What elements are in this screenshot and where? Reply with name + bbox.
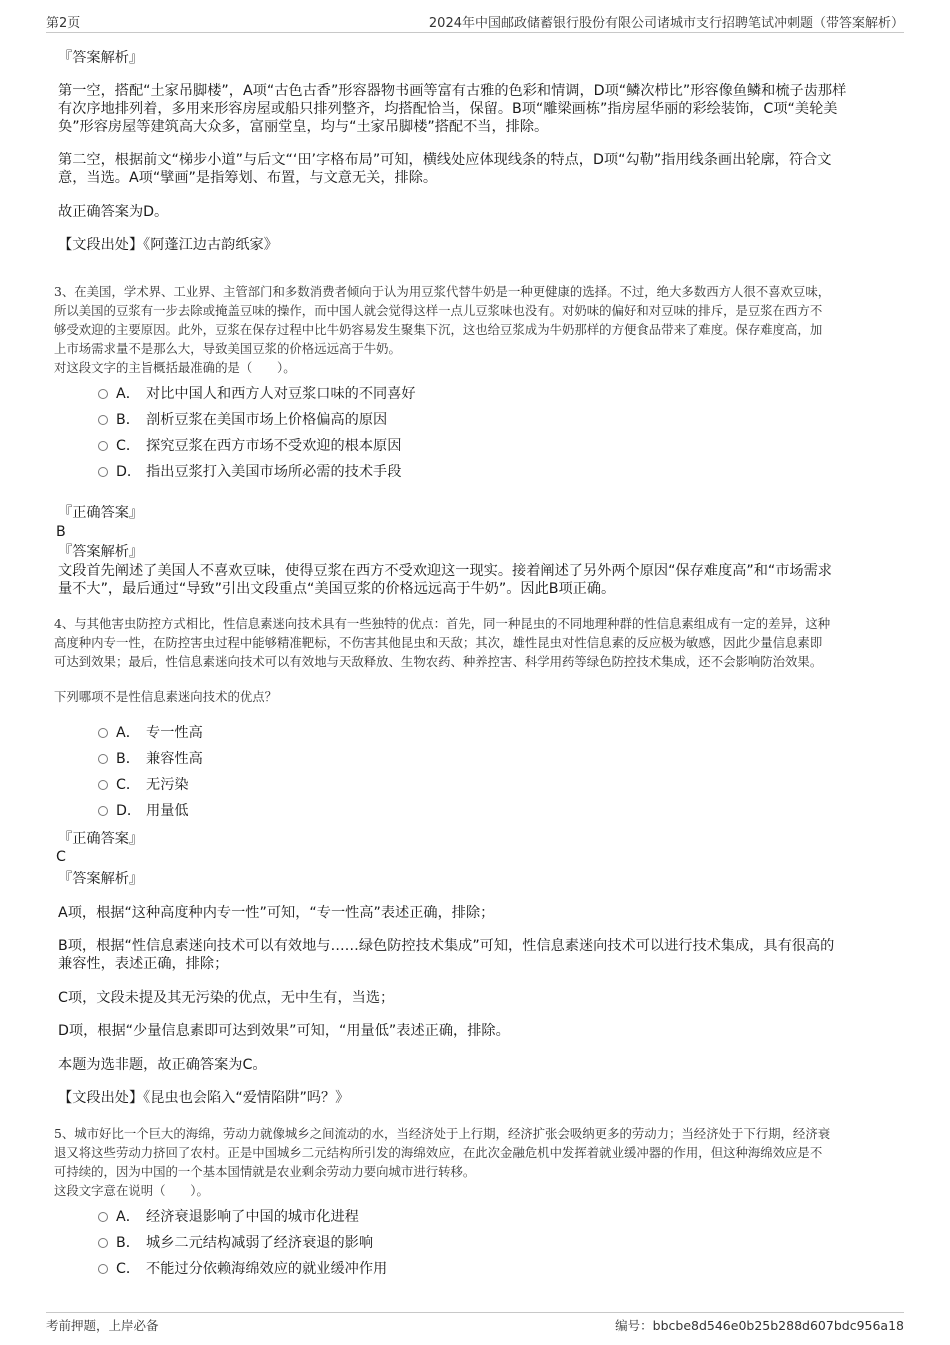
q3-option-c[interactable]: C． 探究豆浆在西方市场不受欢迎的根本原因 <box>98 437 401 455</box>
radio-icon[interactable] <box>98 441 108 451</box>
q4-analysis-heading: 『答案解析』 <box>58 871 144 887</box>
page-number: 第2页 <box>46 16 81 31</box>
q4-option-a[interactable]: A． 专一性高 <box>98 724 203 742</box>
q5-option-c[interactable]: C． 不能过分依赖海绵效应的就业缓冲作用 <box>98 1260 387 1278</box>
radio-icon[interactable] <box>98 1264 108 1274</box>
q2-analysis-p2-line1: 第二空，根据前文“梯步小道”与后文“‘田’字格布局”可知，横线处应体现线条的特点，D项“勾勒”指用线条画出轮廓，符合文 <box>58 152 832 168</box>
q5-option-a[interactable]: A． 经济衰退影响了中国的城市化进程 <box>98 1208 359 1226</box>
q2-analysis-heading: 『答案解析』 <box>58 50 144 66</box>
q3-answer: B <box>56 524 66 540</box>
q4-option-d[interactable]: D． 用量低 <box>98 802 189 820</box>
q3-analysis-heading: 『答案解析』 <box>58 544 144 560</box>
q3-option-b[interactable]: B． 剖析豆浆在美国市场上价格偏高的原因 <box>98 411 387 429</box>
q2-conclusion: 故正确答案为D。 <box>58 204 169 220</box>
q4-correct-heading: 『正确答案』 <box>58 831 144 847</box>
q4-analysis-b-line2: 兼容性，表述正确，排除； <box>58 956 229 972</box>
footer-slogan: 考前押题，上岸必备 <box>46 1318 159 1333</box>
radio-icon[interactable] <box>98 1238 108 1248</box>
q3-stem-line2: 所以美国的豆浆有一步去除或掩盖豆味的操作，而中国人就会觉得这样一点儿豆浆味也没有。对奶味的偏好和对豆味的排斥，是豆浆在西方不 <box>54 303 823 318</box>
q4-source: 【文段出处】《昆虫也会陷入“爱情陷阱”吗？》 <box>58 1090 350 1106</box>
q5-option-b[interactable]: B． 城乡二元结构减弱了经济衰退的影响 <box>98 1234 373 1252</box>
q2-analysis-p2-line2: 意，当选。A项“擘画”是指筹划、布置，与文意无关，排除。 <box>58 170 438 186</box>
q3-stem-line3: 够受欢迎的主要原因。此外，豆浆在保存过程中比牛奶容易发生聚集下沉，这也给豆浆成为牛奶那样的方便食品带来了难度。保存难度高，加 <box>54 322 823 337</box>
q4-option-c[interactable]: C． 无污染 <box>98 776 189 794</box>
q5-prompt: 这段文字意在说明（ ）。 <box>54 1183 209 1198</box>
page-header <box>46 10 904 33</box>
radio-icon[interactable] <box>98 389 108 399</box>
q4-answer: C <box>56 849 66 865</box>
q2-analysis-p1-line1: 第一空，搭配“土家吊脚楼”，A项“古色古香”形容器物书画等富有古雅的色彩和情调，D项“鳞次栉比”形容像鱼鳞和梳子齿那样 <box>58 83 847 99</box>
page-footer <box>46 1312 904 1335</box>
q5-stem-line3: 可持续的，因为中国的一个基本国情就是农业剩余劳动力要向城市进行转移。 <box>54 1164 476 1179</box>
radio-icon[interactable] <box>98 806 108 816</box>
q4-analysis-c: C项，文段未提及其无污染的优点，无中生有，当选； <box>58 990 395 1006</box>
radio-icon[interactable] <box>98 728 108 738</box>
q3-analysis-line1: 文段首先阐述了美国人不喜欢豆味，使得豆浆在西方不受欢迎这一现实。接着阐述了另外两个原因“保存难度高”和“市场需求 <box>58 563 832 579</box>
q4-analysis-b-line1: B项，根据“性信息素迷向技术可以有效地与……绿色防控技术集成”可知，性信息素迷向技术可以进行技术集成，具有很高的 <box>58 938 835 954</box>
q3-stem-line4: 上市场需求量不是那么大，导致美国豆浆的价格远远高于牛奶。 <box>54 341 401 356</box>
document-title: 2024年中国邮政储蓄银行股份有限公司诸城市支行招聘笔试冲刺题（带答案解析） <box>428 16 904 31</box>
q3-stem-line1: 3、在美国，学术界、工业界、主管部门和多数消费者倾向于认为用豆浆代替牛奶是一种更健康的选择。不过，绝大多数西方人很不喜欢豆味， <box>54 284 831 299</box>
q5-stem-line1: 5、城市好比一个巨大的海绵，劳动力就像城乡之间流动的水，当经济处于上行期，经济扩张会吸纳更多的劳动力；当经济处于下行期，经济衰 <box>54 1126 831 1141</box>
q2-source: 【文段出处】《阿蓬江边古韵纸家》 <box>58 237 278 253</box>
radio-icon[interactable] <box>98 467 108 477</box>
radio-icon[interactable] <box>98 1212 108 1222</box>
document-code: 编号：bbcbe8d546e0b25b288d607bdc956a18 <box>615 1318 904 1333</box>
radio-icon[interactable] <box>98 415 108 425</box>
q3-correct-heading: 『正确答案』 <box>58 505 144 521</box>
q3-prompt: 对这段文字的主旨概括最准确的是（ ）。 <box>54 360 296 375</box>
q4-option-b[interactable]: B． 兼容性高 <box>98 750 203 768</box>
q4-analysis-a: A项，根据“这种高度种内专一性”可知，“专一性高”表述正确，排除； <box>58 905 495 921</box>
radio-icon[interactable] <box>98 780 108 790</box>
q3-analysis-line2: 量不大”，最后通过“导致”引出文段重点“美国豆浆的价格远远高于牛奶”。因此B项正确。 <box>58 581 616 597</box>
q5-stem-line2: 退又将这些劳动力挤回了农村。正是中国城乡二元结构所引发的海绵效应，在此次金融危机中发挥着就业缓冲器的作用，但这种海绵效应是不 <box>54 1145 823 1160</box>
q3-option-a[interactable]: A． 对比中国人和西方人对豆浆口味的不同喜好 <box>98 385 416 403</box>
q4-prompt: 下列哪项不是性信息素迷向技术的优点？ <box>54 689 278 704</box>
q4-analysis-d: D项，根据“少量信息素即可达到效果”可知，“用量低”表述正确，排除。 <box>58 1023 510 1039</box>
q2-analysis-p1-line3: 奂”形容房屋等建筑高大众多，富丽堂皇，均与“土家吊脚楼”搭配不当，排除。 <box>58 119 549 135</box>
q4-conclusion: 本题为选非题，故正确答案为C。 <box>58 1057 267 1073</box>
q2-analysis-p1-line2: 有次序地排列着，多用来形容房屋或船只排列整齐，均搭配恰当，保留。B项“雕梁画栋”指房屋华丽的彩绘装饰，C项“美轮美 <box>58 101 838 117</box>
q4-stem-line2: 高度种内专一性，在防控害虫过程中能够精准靶标，不伤害其他昆虫和天敌；其次，雄性昆虫对性信息素的反应极为敏感，因此少量信息素即 <box>54 635 823 650</box>
q4-stem-line3: 可达到效果；最后，性信息素迷向技术可以有效地与天敌释放、生物农药、种养控害、科学用药等绿色防控技术集成，还不会影响防治效果。 <box>54 654 823 669</box>
q3-option-d[interactable]: D． 指出豆浆打入美国市场所必需的技术手段 <box>98 463 401 481</box>
q4-stem-line1: 4、与其他害虫防控方式相比，性信息素迷向技术具有一些独特的优点：首先，同一种昆虫的不同地理种群的性信息素组成有一定的差异，这种 <box>54 616 831 631</box>
radio-icon[interactable] <box>98 754 108 764</box>
